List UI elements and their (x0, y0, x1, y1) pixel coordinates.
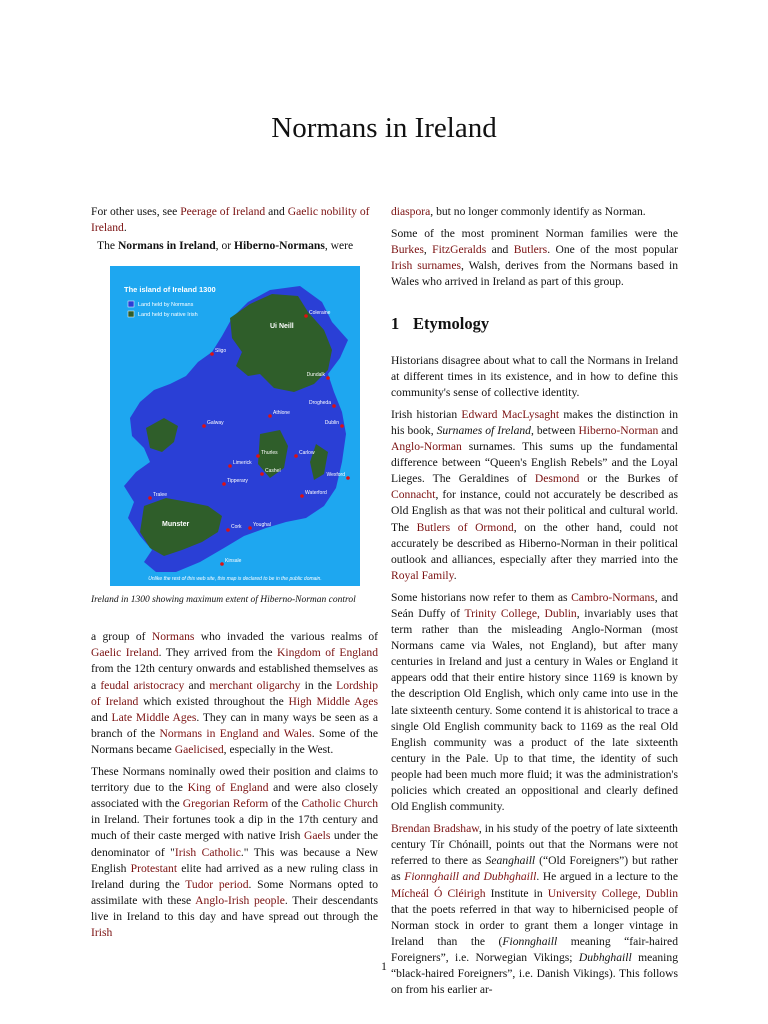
text-run: a group of (91, 630, 152, 644)
text-run: , but no longer commonly identify as Norman. (430, 205, 646, 218)
inline-link[interactable]: Brendan Bradshaw (391, 822, 479, 836)
legend-irish-swatch (128, 311, 134, 317)
inline-link[interactable]: Normans (151, 630, 195, 644)
hatnote: For other uses, see Peerage of Ireland and Gaelic nobility of Ireland. (91, 205, 370, 235)
town-marker (304, 314, 308, 318)
text-run: . Some of the Normans became (91, 726, 378, 756)
inline-link[interactable]: Connacht (391, 488, 436, 502)
text-run: in the (300, 678, 337, 692)
italic-term: Fionnghaill (502, 934, 558, 948)
text-run: . They arrived from the (158, 646, 277, 660)
town-marker (248, 526, 252, 530)
link-peerage-of-ireland[interactable]: Peerage of Ireland (180, 205, 266, 218)
inline-link[interactable]: Gaels (303, 829, 331, 843)
inline-link[interactable]: Tudor period (185, 877, 249, 891)
paragraph-historians (391, 353, 678, 401)
inline-link[interactable]: diaspora (391, 205, 431, 218)
text-run: surnames. This sums up the fundamental difference between “Queen's English Rebels” and the Loyal Lieges. The Geraldines of (391, 440, 678, 486)
text-run: and (486, 243, 514, 257)
text-run: Some historians now refer to them as (391, 590, 572, 604)
town-marker (332, 404, 336, 408)
inline-link[interactable]: University College, Dublin (547, 886, 678, 900)
town-label: Thurles (260, 450, 278, 457)
text-run: . One of the most popular (547, 243, 678, 257)
paragraph-diaspora (391, 204, 678, 220)
inline-link[interactable]: merchant oligarchy (209, 678, 301, 692)
town-marker (346, 476, 350, 480)
inline-link[interactable]: Irish Catholic (174, 845, 241, 859)
text-run: . (453, 568, 457, 582)
town-marker (228, 464, 232, 468)
text-run: , on the other hand, could not accurately be described as Hiberno-Norman in their political outlook and alliances, especially after they married into the (391, 520, 678, 566)
right-column (391, 204, 678, 1004)
inline-link[interactable]: King of England (187, 781, 269, 795)
inline-link[interactable]: FitzGeralds (432, 243, 487, 257)
inline-link[interactable]: Gaelic Ireland (91, 646, 159, 660)
town-marker (220, 562, 224, 566)
text-run: Some of the most prominent Norman families were the (391, 227, 678, 241)
town-label: Waterford (304, 490, 327, 497)
town-label: Wexford (325, 472, 345, 479)
town-marker (300, 494, 304, 498)
text-run: (“Old Foreigners”) but rather as (391, 854, 678, 884)
inline-link[interactable]: Anglo-Norman (391, 440, 462, 454)
link-gaelic-nobility[interactable]: Gaelic nobility of Ireland (91, 205, 370, 235)
text-run: and (658, 423, 678, 437)
text-run: under the denominator of " (91, 829, 379, 859)
town-marker (148, 496, 152, 500)
text-run: makes the distinction in his book, (391, 407, 679, 437)
inline-link[interactable]: Fionnghaill and Dubhghaill (404, 870, 537, 884)
text-run: and were also closely associated with the (91, 781, 379, 811)
text-run: meaning “fair-haired Foreigners”, i.e. Norwegian Vikings; (391, 934, 678, 964)
town-label: Sligo (214, 348, 226, 355)
paragraph-intro (91, 629, 378, 758)
inline-link[interactable]: Gregorian Reform (182, 797, 269, 811)
inline-link[interactable]: Normans in England and Wales (159, 726, 312, 740)
town-label: Drogheda (308, 400, 331, 407)
inline-link[interactable]: Trinity College, Dublin (464, 606, 577, 620)
map-footnote: Unlike the rest of this web site, this map is declared to be in the public domain. (147, 576, 322, 583)
text-run: These Normans nominally owed their position and claims to territory due to the (91, 765, 378, 795)
text-run: Historians disagree about what to call the Normans in Ireland at different times in its existence, and in how to define this community's sense of collective identity. (391, 353, 678, 399)
paragraph-history (91, 764, 378, 941)
text-run: , Walsh, derives from the Normans based in Wales who arrived in Ireland as part of this group. (391, 259, 678, 289)
inline-link[interactable]: Catholic Church (301, 797, 378, 811)
town-marker (268, 414, 272, 418)
text-run: , especially in the West. (223, 742, 334, 756)
inline-link[interactable]: Anglo-Irish people (195, 893, 285, 907)
inline-link[interactable]: Edward MacLysaght (461, 407, 560, 421)
town-label: Tipperary (226, 478, 248, 485)
text-run: , in his study of the poetry of late sixteenth century Tír Chónaill, points out that the Normans were not referred to there as (391, 822, 678, 868)
town-marker (294, 454, 298, 458)
town-marker (256, 454, 260, 458)
text-run: of the (268, 797, 302, 811)
inline-link[interactable]: Protestant (130, 861, 178, 875)
town-label: Dundalk (306, 372, 325, 379)
town-label: Dublin (324, 420, 339, 427)
map-image (110, 266, 360, 586)
inline-link[interactable]: Irish surnames (391, 259, 461, 273)
inline-link[interactable]: High Middle Ages (288, 694, 378, 708)
town-marker (202, 424, 206, 428)
inline-link[interactable]: Burkes (391, 243, 424, 257)
inline-link[interactable]: Butlers of Ormond (416, 520, 514, 534)
town-marker (260, 472, 264, 476)
text-run: who invaded the various realms of (194, 630, 378, 644)
region-ui-neill: Ui Neill (269, 323, 294, 331)
inline-link[interactable]: Irish (91, 925, 113, 939)
inline-link[interactable]: Cambro-Normans (571, 590, 655, 604)
paragraph-cambro-normans (391, 590, 678, 815)
inline-link[interactable]: Desmond (534, 472, 580, 486)
legend-irish-label: Land held by native Irish (137, 312, 198, 319)
town-label: Athlone (272, 410, 290, 417)
text-run: . They can in many ways be seen as a branch of the (91, 710, 378, 740)
text-run: , and Seán Duffy of (391, 590, 678, 620)
legend-norman-label: Land held by Normans (137, 302, 193, 309)
text-run: elite had arrived as a new ruling class in Ireland during the (91, 861, 379, 891)
text-run: . Some Normans opted to assimilate with these (91, 877, 378, 907)
town-marker (226, 528, 230, 532)
town-marker (326, 376, 330, 380)
text-run: that the poets referred in that way to hibernicised people of Norman stock in order to grant them a longer vintage in Ireland than the ( (391, 902, 678, 948)
inline-link[interactable]: feudal aristocracy (100, 678, 185, 692)
inline-link[interactable]: Kingdom of England (276, 646, 379, 660)
text-run: , for instance, could not accurately be described as Old English as that was not their political and cultural world. The (391, 488, 678, 534)
legend-norman-swatch (128, 301, 134, 307)
text-run: in Ireland. Their fortunes took a dip in the 17th century and much of their caste merged with native Irish (91, 813, 378, 843)
text-run: or the Burkes of (579, 472, 678, 486)
town-label: Limerick (232, 460, 252, 467)
text-run: , invariably uses that term rather than the misleading Anglo-Norman (most Normans came via Wales, not England), but after many centuries in Ireland and just a century in Wales or England it appears odd that their entire history since 1169 is known by the description Old English, which only came into use in the late sixteenth century. Some contend it is ahistorical to trace a single Old English community back to 1169 as the real Old English community was a product of the late sixteenth century in the Pale. Up to that time, the identity of such people had been much more fluid; it was the administration's policies which created an oppositional and clearly defined Old English community. (391, 606, 678, 814)
town-marker (340, 424, 344, 428)
text-run: and (184, 678, 210, 692)
ireland-1300-map[interactable] (110, 266, 360, 586)
town-label: Coleraine (308, 310, 330, 317)
town-label: Cashel (264, 468, 281, 475)
inline-link[interactable]: Late Middle Ages (111, 710, 197, 724)
page-title: Normans in Ireland (271, 112, 497, 144)
town-label: Galway (206, 420, 224, 427)
text-run: from the 12th century onwards and established themselves as a (91, 662, 378, 692)
text-run: . He argued in a lecture to the (536, 870, 678, 884)
paragraph-maclysaght (391, 407, 678, 584)
page-number: 1 (381, 961, 387, 973)
town-label: Youghal (252, 522, 271, 529)
region-munster: Munster (161, 521, 189, 529)
lead-sentence: The Normans in Ireland, or Hiberno-Normans, were (97, 239, 354, 253)
town-label: Cork (230, 524, 242, 531)
italic-term: Surnames of Ireland (436, 423, 531, 437)
text-run: . Their descendants live in Ireland to this day and have spread out through the (91, 893, 378, 923)
town-marker (210, 352, 214, 356)
text-run: , between (530, 423, 579, 437)
text-run: Irish historian (391, 407, 462, 421)
text-run: which existed throughout the (138, 694, 289, 708)
town-label: Tralee (152, 492, 167, 499)
map-title: The island of Ireland 1300 (123, 285, 216, 295)
text-run: and (91, 710, 112, 724)
italic-term: Dubhghaill (578, 950, 632, 964)
inline-link[interactable]: Hiberno-Norman (578, 423, 659, 437)
section-heading-etymology: 1 Etymology (391, 314, 490, 334)
left-column (91, 204, 378, 947)
inline-link[interactable]: Lordship of Ireland (91, 678, 378, 708)
inline-link[interactable]: Mícheál Ó Cléirigh (391, 886, 486, 900)
inline-link[interactable]: Butlers (513, 243, 548, 257)
text-run: ." This was because a New English (91, 845, 378, 875)
italic-term: Seanghaill (485, 854, 536, 868)
paragraph-families (391, 226, 678, 290)
figure-caption: Ireland in 1300 showing maximum extent of Hiberno-Norman control (91, 595, 356, 606)
text-run: meaning “black-haired Foreigners”, i.e. Danish Vikings). This follows on from his earlier ar- (391, 950, 678, 997)
town-marker (222, 482, 226, 486)
text-run: , (423, 243, 433, 257)
text-run: Institute in (485, 886, 548, 900)
inline-link[interactable]: Gaelicised (174, 742, 224, 756)
town-label: Kinsale (224, 558, 241, 565)
town-label: Carlow (298, 450, 315, 457)
inline-link[interactable]: Royal Family (391, 568, 454, 582)
